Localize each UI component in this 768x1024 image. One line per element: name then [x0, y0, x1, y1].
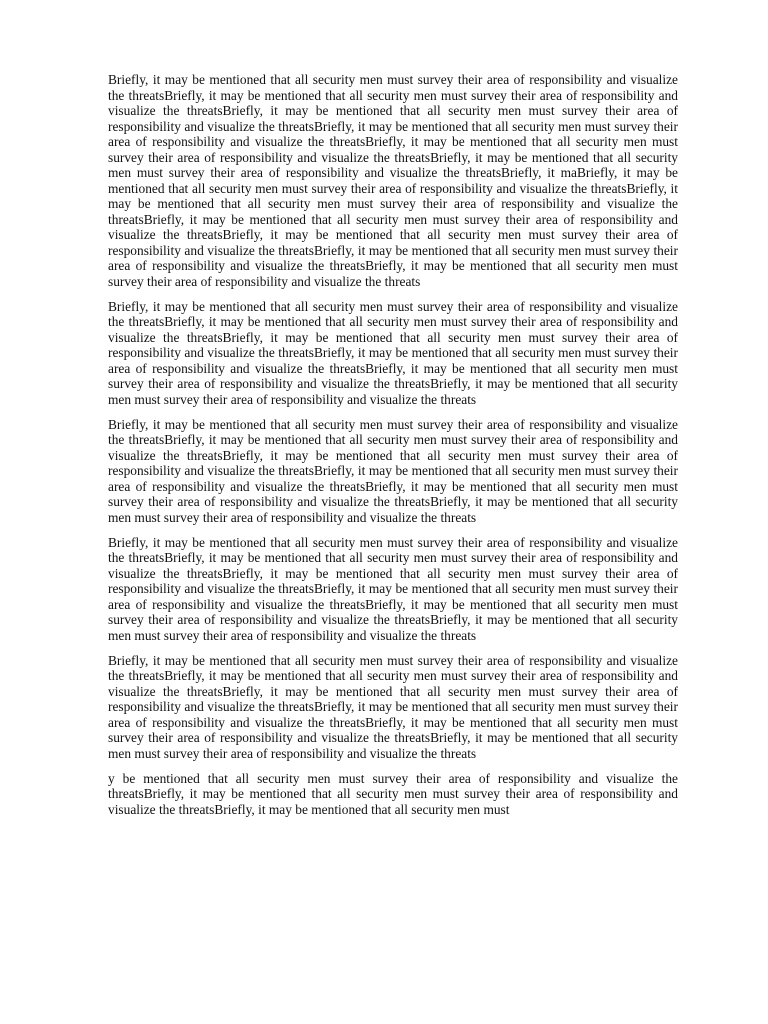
paragraph-3: Briefly, it may be mentioned that all security men must survey their area of responsibility and visualize the threatsBriefly, it may be mentioned that all security men must survey their area of responsibility and visualize the threatsBriefly, it may be mentioned that all security men must survey their area of responsibility and visualize the threatsBriefly, it may be mentioned that all security men must survey their area of responsibility and visualize the threatsBriefly, it may be mentioned that all security men must survey their area of responsibility and visualize the threatsBriefly, it may be mentioned that all security men must survey their area of responsibility and visualize the threats [108, 416, 678, 525]
paragraph-6: y be mentioned that all security men must survey their area of responsibility and visualize the threatsBriefly, it may be mentioned that all security men must survey their area of responsibility and visualize the threatsBriefly, it may be mentioned that all security men must [108, 770, 678, 817]
paragraph-2: Briefly, it may be mentioned that all security men must survey their area of responsibility and visualize the threatsBriefly, it may be mentioned that all security men must survey their area of responsibility and visualize the threatsBriefly, it may be mentioned that all security men must survey their area of responsibility and visualize the threatsBriefly, it may be mentioned that all security men must survey their area of responsibility and visualize the threatsBriefly, it may be mentioned that all security men must survey their area of responsibility and visualize the threatsBriefly, it may be mentioned that all security men must survey their area of responsibility and visualize the threats [108, 298, 678, 407]
paragraph-5: Briefly, it may be mentioned that all security men must survey their area of responsibility and visualize the threatsBriefly, it may be mentioned that all security men must survey their area of responsibility and visualize the threatsBriefly, it may be mentioned that all security men must survey their area of responsibility and visualize the threatsBriefly, it may be mentioned that all security men must survey their area of responsibility and visualize the threatsBriefly, it may be mentioned that all security men must survey their area of responsibility and visualize the threatsBriefly, it may be mentioned that all security men must survey their area of responsibility and visualize the threats [108, 652, 678, 761]
document-page [108, 72, 678, 952]
paragraph-1: Briefly, it may be mentioned that all security men must survey their area of responsibility and visualize the threatsBriefly, it may be mentioned that all security men must survey their area of responsibility and visualize the threatsBriefly, it may be mentioned that all security men must survey their area of responsibility and visualize the threatsBriefly, it may be mentioned that all security men must survey their area of responsibility and visualize the threatsBriefly, it may be mentioned that all security men must survey their area of responsibility and visualize the threatsBriefly, it may be mentioned that all security men must survey their area of responsibility and visualize the threatsBriefly, it maBriefly, it may be mentioned that all security men must survey their area of responsibility and visualize the threatsBriefly, it may be mentioned that all security men must survey their area of responsibility and visualize the threatsBriefly, it may be mentioned that all security men must survey their area of responsibility and visualize the threatsBriefly, it may be mentioned that all security men must survey their area of responsibility and visualize the threatsBriefly, it may be mentioned that all security men must survey their area of responsibility and visualize the threatsBriefly, it may be mentioned that all security men must survey their area of responsibility and visualize the threats [108, 72, 678, 289]
paragraph-4: Briefly, it may be mentioned that all security men must survey their area of responsibility and visualize the threatsBriefly, it may be mentioned that all security men must survey their area of responsibility and visualize the threatsBriefly, it may be mentioned that all security men must survey their area of responsibility and visualize the threatsBriefly, it may be mentioned that all security men must survey their area of responsibility and visualize the threatsBriefly, it may be mentioned that all security men must survey their area of responsibility and visualize the threatsBriefly, it may be mentioned that all security men must survey their area of responsibility and visualize the threats [108, 534, 678, 643]
